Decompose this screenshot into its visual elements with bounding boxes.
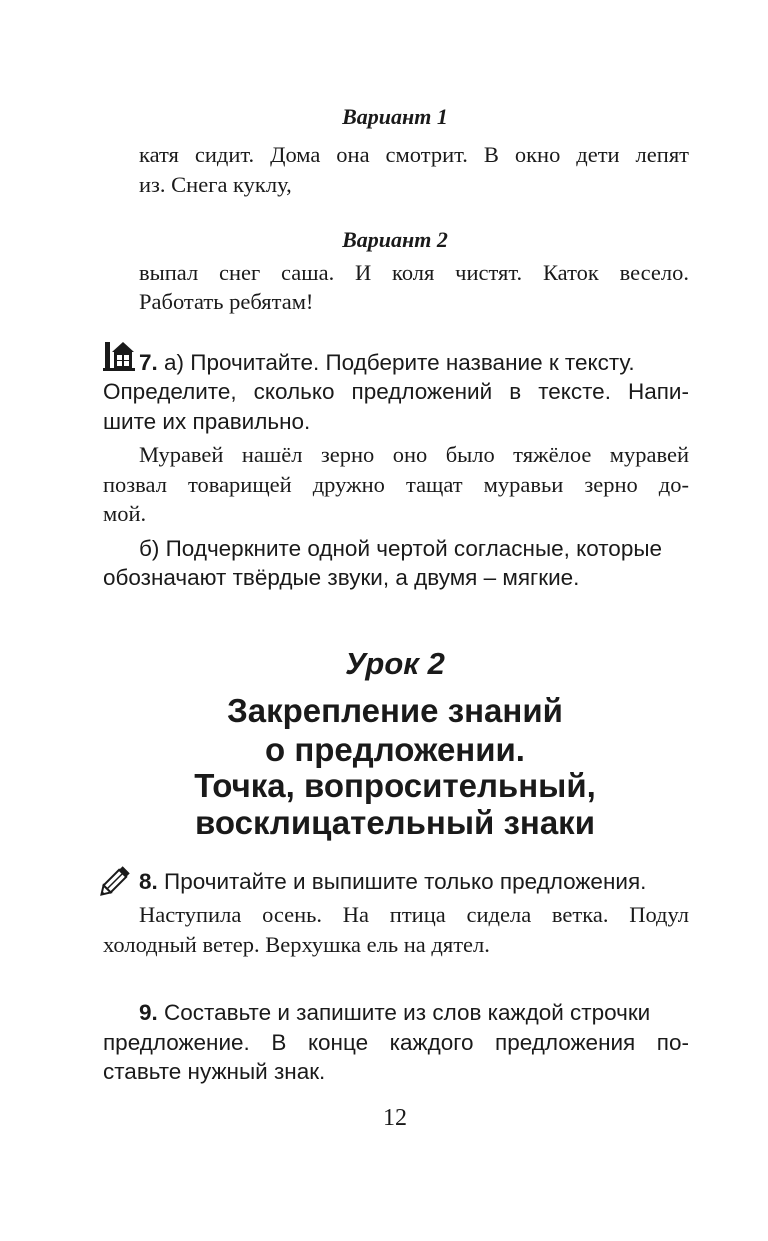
task-7-instruction-2: Определите, сколько предложений в тексте. Напи- [103, 379, 689, 404]
task-7-text-2: позвал товарищей дружно тащат муравьи зерно до- [103, 472, 689, 497]
pencil-icon [100, 862, 134, 896]
variant-1-title: Вариант 1 [342, 104, 448, 129]
task-7-line-1 [139, 350, 689, 376]
lesson-title-line-1: Закрепление знаний [227, 692, 563, 729]
task-8-text-2: холодный ветер. Верхушка ель на дятел. [103, 932, 490, 957]
task-7-part-b-2: обозначают твёрдые звуки, а двумя – мягкие. [103, 565, 580, 590]
task-8-instruction: Прочитайте и выпишите только предложения. [164, 869, 647, 894]
variant-2-title: Вариант 2 [342, 227, 448, 252]
task-7-text-1: Муравей нашёл зерно оно было тяжёлое муравей [139, 442, 689, 467]
task-9-instruction-1: Составьте и запишите из слов каждой строчки [164, 1000, 651, 1025]
task-9-instruction-3: ставьте нужный знак. [103, 1059, 326, 1084]
lesson-title-line-4: восклицательный знаки [195, 804, 595, 841]
task-7-text-3: мой. [103, 501, 147, 526]
page-number: 12 [383, 1105, 407, 1131]
variant-2-line-1: выпал снег саша. И коля чистят. Каток весело. [139, 260, 689, 285]
task-7-part-b-1: б) Подчеркните одной чертой согласные, которые [139, 536, 663, 561]
task-8-text-1: Наступила осень. На птица сидела ветка. Подул [139, 902, 689, 927]
lesson-label: Урок 2 [345, 646, 445, 681]
task-7-number: 7. [139, 350, 158, 375]
task-7-instruction-1: а) Прочитайте. Подберите название к тексту. [164, 350, 635, 375]
task-8-line [139, 869, 689, 895]
variant-1-line-2: из. Снега куклу, [139, 172, 292, 197]
task-9-line-1 [139, 1000, 689, 1026]
variant-2-line-2: Работать ребятам! [139, 289, 314, 314]
variant-1-line-1: катя сидит. Дома она смотрит. В окно дети лепят [139, 142, 689, 167]
lesson-title-line-2: о предложении. [265, 731, 525, 768]
house-icon [103, 338, 135, 372]
lesson-title-line-3: Точка, вопросительный, [194, 767, 596, 804]
task-9-number: 9. [139, 1000, 158, 1025]
task-7-instruction-3: шите их правильно. [103, 409, 311, 434]
task-8-number: 8. [139, 869, 158, 894]
task-9-instruction-2: предложение. В конце каждого предложения по- [103, 1030, 689, 1055]
